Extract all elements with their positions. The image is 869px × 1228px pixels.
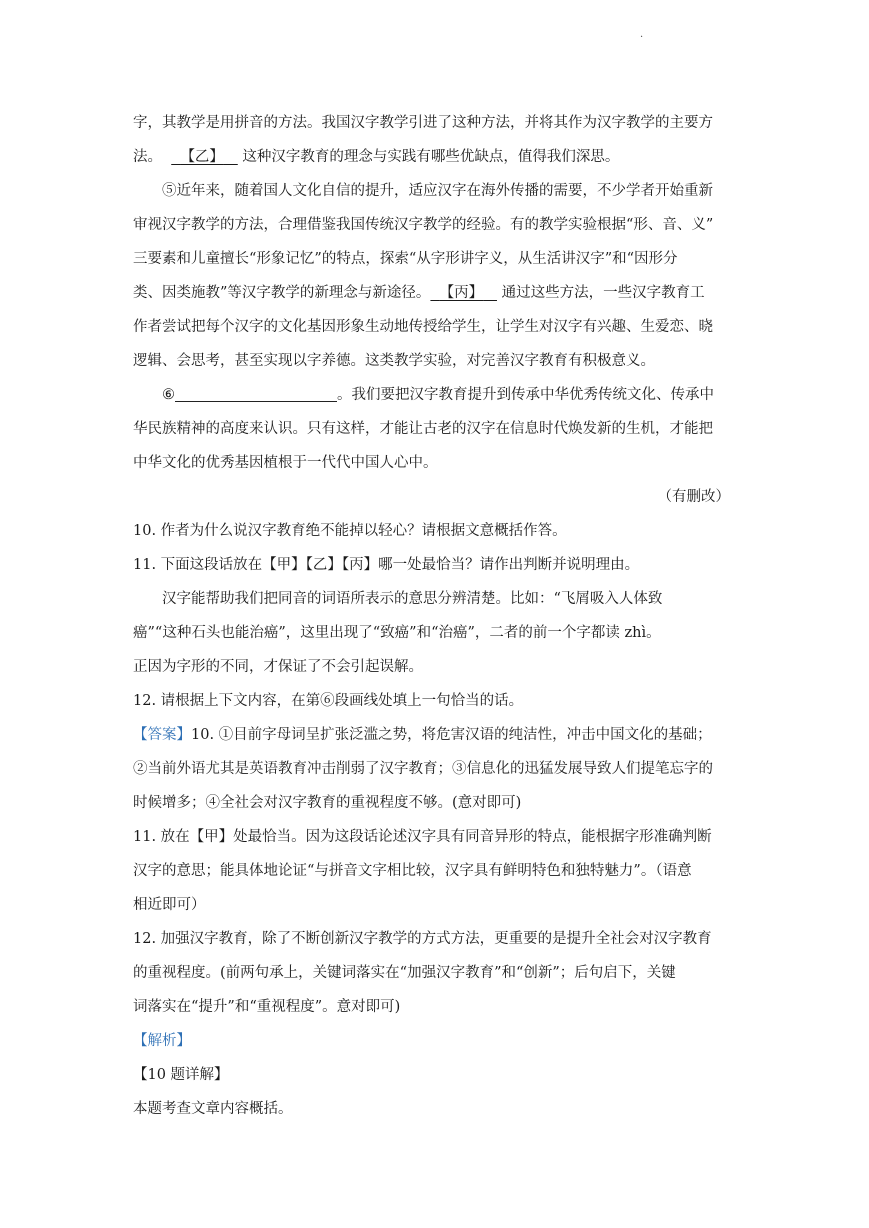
answer-10-text: 10. ①目前字母词呈扩张泛滥之势，将危害汉语的纯洁性，冲击中国文化的基础； <box>191 727 712 743</box>
para5-line1: ⑤近年来，随着国人文化自信的提升，适应汉字在海外传播的需要，不少学者开始重新 <box>162 183 713 199</box>
answer-12-line3: 词落实在“提升”和“重视程度”。意对即可) <box>133 999 401 1015</box>
answer-label: 【答案】 <box>133 727 191 743</box>
answer-11-line2: 汉字的意思；能具体地论证“与拼音文字相比较，汉字具有鲜明特色和独特魅力”。（语意 <box>133 863 692 879</box>
answer-11-line3: 相近即可） <box>133 897 206 913</box>
answer-10-line3: 时候增多；④全社会对汉字教育的重视程度不够。(意对即可) <box>133 795 522 811</box>
para6-line3: 中华文化的优秀基因植根于一代代中国人心中。 <box>133 455 438 471</box>
para5-line4-pre: 类、因类施教”等汉字教学的新理念与新途径。 <box>133 285 431 301</box>
question-11-passage-line2: 癌”“这种石头也能治癌”，这里出现了“致癌”和“治癌”，二者的前一个字都读 zhì。 <box>133 625 661 641</box>
answer-11-line1: 11. 放在【甲】处最恰当。因为这段话论述汉字具有同音异形的特点，能根据字形准确判断 <box>133 829 712 845</box>
para6-fill-blank <box>175 383 337 402</box>
para4-line2-pre: 法。 <box>133 149 162 165</box>
para5-line4-post: 通过这些方法，一些汉字教育工 <box>501 285 705 301</box>
question-11-passage-line1: 汉字能帮助我们把同音的词语所表示的意思分辨清楚。比如：“飞屑吸入人体致 <box>162 591 663 607</box>
marker-bing-text: 【丙】 <box>439 285 484 301</box>
answer-10-line2: ②当前外语尤其是英语教育冲击削弱了汉字教育；③信息化的迅猛发展导致人们提笔忘字的 <box>133 761 713 777</box>
analysis-text: 本题考查文章内容概括。 <box>133 1101 293 1117</box>
answer-10-line1 <box>133 718 738 752</box>
para6-num: ⑥ <box>162 387 175 403</box>
marker-yi-text: 【乙】 <box>180 149 224 165</box>
para6-line1 <box>133 378 738 412</box>
para6-line1-post: 。我们要把汉字教育提升到传承中华优秀传统文化、传承中 <box>337 387 714 403</box>
para5-line4 <box>133 276 738 310</box>
question-11-passage-line3: 正因为字形的不同，才保证了不会引起误解。 <box>133 659 423 675</box>
question-12: 12. 请根据上下文内容，在第⑥段画线处填上一句恰当的话。 <box>133 693 524 709</box>
para4-line1: 字，其教学是用拼音的方法。我国汉字教学引进了这种方法，并将其作为汉字教学的主要方 <box>133 115 713 131</box>
question-11: 11. 下面这段话放在【甲】【乙】【丙】哪一处最恰当？请作出判断并说明理由。 <box>133 557 640 573</box>
source-note: （有删改） <box>657 489 730 505</box>
question-10: 10. 作者为什么说汉字教育绝不能掉以轻心？请根据文意概括作答。 <box>133 523 567 539</box>
para6-line2: 华民族精神的高度来认识。只有这样，才能让古老的汉字在信息时代焕发新的生机，才能把 <box>133 421 713 437</box>
para5-line6: 逻辑、会思考，甚至实现以字养德。这类教学实验，对完善汉字教育有积极意义。 <box>133 353 655 369</box>
para5-line5: 作者尝试把每个汉字的文化基因形象生动地传授给学生，让学生对汉字有兴趣、生爱恋、晓 <box>133 319 713 335</box>
analysis-sub-label: 【10 题详解】 <box>133 1067 229 1083</box>
marker-yi <box>171 149 238 165</box>
para4-line2-post: 这种汉字教育的理念与实践有哪些优缺点，值得我们深思。 <box>242 149 620 165</box>
para5-line2: 审视汉字教学的方法，合理借鉴我国传统汉字教学的经验。有的教学实验根据“形、音、义” <box>133 217 714 233</box>
answer-12-line2: 的重视程度。(前两句承上，关键词落实在“加强汉字教育”和“创新”；后句启下，关键 <box>133 965 676 981</box>
para5-line3: 三要素和儿童擅长“形象记忆”的特点，探索“从字形讲字义，从生活讲汉字”和“因形分 <box>133 251 678 267</box>
para4-line2 <box>133 140 738 174</box>
marker-bing <box>430 285 497 301</box>
answer-12-line1: 12. 加强汉字教育，除了不断创新汉字教学的方式方法，更重要的是提升全社会对汉字教育 <box>133 931 712 947</box>
analysis-label: 【解析】 <box>133 1033 191 1049</box>
document-body <box>133 106 738 1126</box>
header-mark: · <box>640 32 644 43</box>
